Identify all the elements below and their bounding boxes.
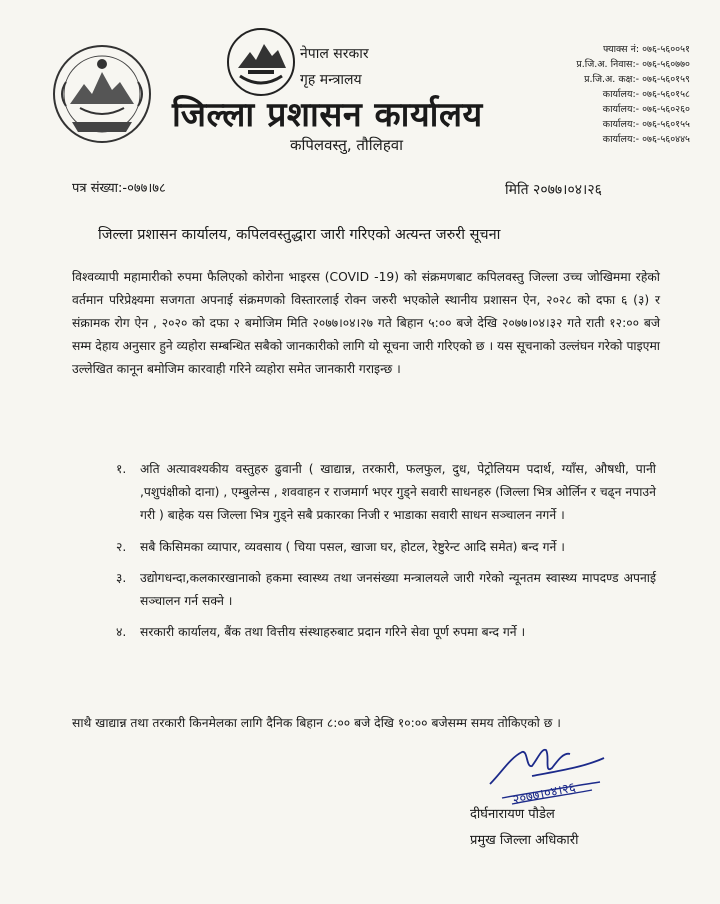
government-name: नेपाल सरकार (300, 46, 369, 62)
notice-subject: जिल्ला प्रशासन कार्यालय, कपिलवस्तुद्धारा जारी गरिएको अत्यन्त जरुरी सूचना (98, 227, 501, 243)
item-number: ३. (116, 570, 127, 585)
list-item (116, 458, 656, 528)
ministry-name: गृह मन्त्रालय (300, 72, 362, 88)
reference-number: पत्र संख्या:-०७७।७८ (72, 181, 166, 196)
contact-cdo-residence: प्र.जि.अ. निवास:- ०७६-५६०७७० (576, 59, 690, 70)
office-title: जिल्ला प्रशासन कार्यालय (172, 95, 483, 135)
contact-list (576, 42, 690, 147)
contact-office-3: कार्यालय:- ०७६-५६०१५५ (602, 119, 690, 130)
list-item (116, 536, 656, 559)
notice-items (116, 458, 656, 652)
contact-cdo-room: प्र.जि.अ. कक्ष:- ०७६-५६०१५९ (584, 74, 690, 85)
contact-office-4: कार्यालय:- ०७६-५६०४४५ (602, 134, 690, 145)
item-text: सबै किसिमका व्यापार, व्यवसाय ( चिया पसल, खाजा घर, होटल, रेष्टुरेन्ट आदि समेत) बन्द गर्ने । (140, 539, 565, 554)
contact-office-1: कार्यालय:- ०७६-५६०१५८ (602, 89, 690, 100)
letter-date: मिति २०७७।०४।२६ (505, 182, 602, 198)
contact-fax: फ्याक्स नं: ०७६-५६००५१ (602, 44, 690, 55)
ministry-seal-logo (226, 26, 296, 98)
item-text: अति अत्यावश्यकीय वस्तुहरु ढुवानी ( खाद्यान्न, तरकारी, फलफुल, दुध, पेट्रोलियम पदार्थ, ग्याँस, औषधी, पानी ,पशुपंक्षीको दाना) , एम्बुलेन्स , शववाहन र राजमार्ग भएर गुड्ने सवारी साधनहरु (जिल्ला भित्र ओर्लिन र चढ्न नपाउने गरी ) बाहेक यस जिल्ला भित्र गुड्ने सबै प्रकारका निजी र भाडाका सवारी साधन सञ्चालन नगर्ने । (140, 462, 656, 523)
list-item (116, 621, 656, 644)
nepal-emblem-logo (50, 42, 154, 146)
item-text: उद्योगधन्दा,कलकारखानाको हकमा स्वास्थ्य तथा जनसंख्या मन्त्रालयले जारी गरेको न्यूनतम स्वास्थ्य मापदण्ड अपनाई सञ्चालन गर्न सक्ने । (140, 570, 656, 609)
notice-body: विश्वव्यापी महामारीको रुपमा फैलिएको कोरोना भाइरस (COVID -19) को संक्रमणबाट कपिलवस्तु जिल्ला उच्च जोखिममा रहेको वर्तमान परिप्रेक्ष्यमा सजगता अपनाई संक्रमणको विस्तारलाई रोक्न जरुरी भएकोले स्थानीय प्रशासन ऐन, २०२८ को दफा ६ (३) र संक्रामक रोग ऐन , २०२० को दफा २ बमोजिम मिति २०७७।०४।२७ गते बिहान ५:०० बजे देखि २०७७।०४।३२ गते राती १२:०० बजे सम्म देहाय अनुसार हुने व्यहोरा सम्बन्धित सबैको जानकारीको लागि यो सूचना जारी गरिएको छ । यस सूचनाको उल्लंघन गरेको पाइएमा उल्लेखित कानून बमोजिम कारवाही गरिने व्यहोरा समेत जानकारी गराइन्छ । (72, 270, 660, 376)
office-address: कपिलवस्तु, तौलिहवा (290, 136, 404, 154)
signer-title: प्रमुख जिल्ला अधिकारी (470, 833, 579, 848)
item-number: १. (116, 462, 127, 476)
item-number: ४. (116, 625, 127, 640)
list-item (116, 567, 656, 613)
svg-text:२०७७।०४।२६: २०७७।०४।२६ (511, 780, 578, 809)
signer-name: दीर्घनारायण पौडेल (470, 807, 555, 822)
item-text: सरकारी कार्यालय, बैंक तथा वित्तीय संस्थाहरुबाट प्रदान गरिने सेवा पूर्ण रुपमा बन्द गर्ने । (140, 625, 526, 640)
closing-note: साथै खाद्यान्न तथा तरकारी किनमेलका लागि दैनिक बिहान ८:०० बजे देखि १०:०० बजेसम्म समय तोकिएको छ । (72, 716, 561, 730)
item-number: २. (116, 539, 127, 554)
handwritten-signature (472, 728, 622, 812)
contact-office-2: कार्यालय:- ०७६-५६०२६० (602, 104, 690, 115)
